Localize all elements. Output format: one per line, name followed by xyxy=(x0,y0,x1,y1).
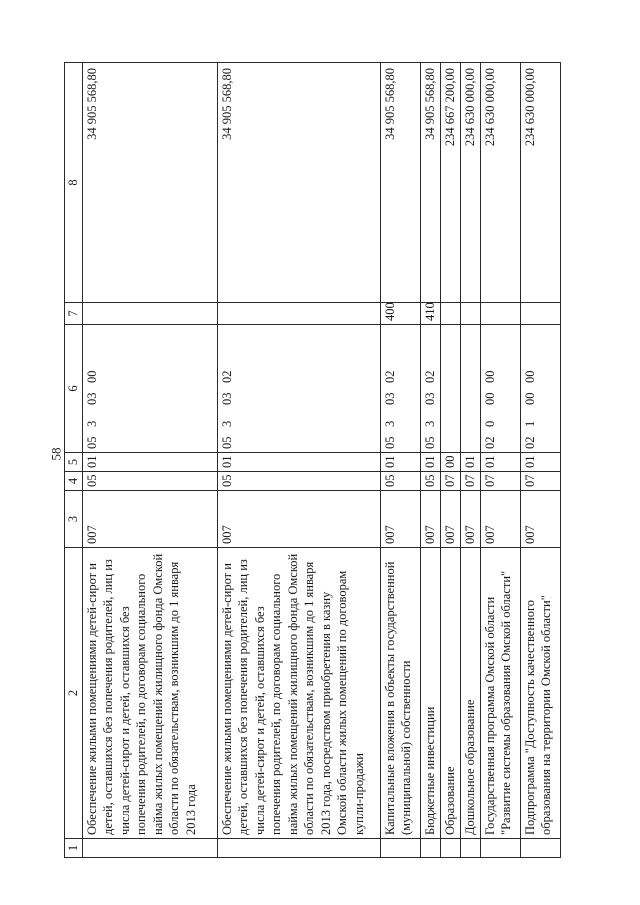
cell-col1 xyxy=(480,839,520,858)
cell-col1 xyxy=(520,839,560,858)
code-segment: 3 xyxy=(382,420,397,427)
code-segment: 3 xyxy=(219,420,234,427)
header-cell: 7 xyxy=(65,303,83,325)
table-row xyxy=(420,63,440,858)
cell-col7 xyxy=(480,303,520,325)
code-segment: 3 xyxy=(422,420,437,427)
cell-col5: 01 xyxy=(520,453,560,472)
table-row xyxy=(520,63,560,858)
cell-col6-code xyxy=(460,325,480,453)
code-segment: 02 xyxy=(522,436,537,449)
cell-name: Обеспечение жилыми помещениями детей-сирот и детей, оставшихся без попечения родителей, лиц из числа детей-сирот и детей, оставшихся без попечения родителей, по договорам социального найма жилых помещений жилищного фонда Омской области по обязательствам, возникшим до 1 января 2013 года, посредством приобретения в казну Омской области жилых помещений по договорам купли-продажи xyxy=(217,548,380,839)
code-segment: 00 xyxy=(482,392,497,405)
cell-name: Образование xyxy=(440,548,460,839)
code-segment: 05 xyxy=(84,436,99,449)
budget-table-rotated xyxy=(64,63,583,858)
code-segment: 05 xyxy=(382,436,397,449)
cell-col4: 07 xyxy=(520,472,560,491)
cell-col3: 007 xyxy=(440,491,460,548)
code-segment: 00 xyxy=(84,370,99,383)
cell-col5: 00 xyxy=(440,453,460,472)
cell-col4: 05 xyxy=(217,472,380,491)
cell-col7: 410 xyxy=(420,303,440,325)
cell-col6-code xyxy=(420,325,440,453)
cell-amount: 234 630 000,00 xyxy=(520,63,560,303)
code-segment: 03 xyxy=(84,392,99,405)
code-segment: 02 xyxy=(482,436,497,449)
cell-col5: 01 xyxy=(217,453,380,472)
cell-amount: 234 630 000,00 xyxy=(460,63,480,303)
cell-col3: 007 xyxy=(480,491,520,548)
cell-name: Государственная программа Омской области "Развитие системы образования Омской области" xyxy=(480,548,520,839)
header-cell: 2 xyxy=(65,548,83,839)
cell-name: Капитальные вложения в объекты государственной (муниципальной) собственности xyxy=(380,548,420,839)
cell-col1 xyxy=(420,839,440,858)
cell-col3: 007 xyxy=(520,491,560,548)
code-segment: 05 xyxy=(422,436,437,449)
cell-amount: 234 667 200,00 xyxy=(440,63,460,303)
cell-col7 xyxy=(460,303,480,325)
code-segment: 00 xyxy=(522,392,537,405)
cell-col7 xyxy=(440,303,460,325)
cell-col1 xyxy=(82,839,217,858)
cell-amount: 34 905 568,80 xyxy=(82,63,217,303)
header-cell: 6 xyxy=(65,325,83,453)
code-segment: 02 xyxy=(422,370,437,383)
cell-name: Дошкольное образование xyxy=(460,548,480,839)
cell-col6-code xyxy=(440,325,460,453)
table-row xyxy=(82,63,217,858)
code-segment: 03 xyxy=(382,392,397,405)
cell-col7 xyxy=(520,303,560,325)
code-segment: 3 xyxy=(84,420,99,427)
code-segment: 02 xyxy=(219,370,234,383)
cell-col6-code xyxy=(480,325,520,453)
cell-col5: 01 xyxy=(460,453,480,472)
cell-col3: 007 xyxy=(217,491,380,548)
cell-col4: 05 xyxy=(420,472,440,491)
cell-col4: 07 xyxy=(460,472,480,491)
cell-col5: 01 xyxy=(420,453,440,472)
cell-amount: 34 905 568,80 xyxy=(217,63,380,303)
code-segment: 02 xyxy=(382,370,397,383)
cell-col5: 01 xyxy=(82,453,217,472)
page-number: 58 xyxy=(48,447,64,461)
code-segment: 1 xyxy=(522,420,537,427)
cell-amount: 34 905 568,80 xyxy=(420,63,440,303)
cell-col5: 01 xyxy=(380,453,420,472)
code-segment: 00 xyxy=(482,370,497,383)
cell-col3: 007 xyxy=(82,491,217,548)
cell-col3: 007 xyxy=(420,491,440,548)
cell-col6-code xyxy=(520,325,560,453)
cell-name: Бюджетные инвестиции xyxy=(420,548,440,839)
cell-col7 xyxy=(217,303,380,325)
cell-col4: 07 xyxy=(480,472,520,491)
cell-col1 xyxy=(380,839,420,858)
cell-col3: 007 xyxy=(460,491,480,548)
cell-col6-code xyxy=(217,325,380,453)
cell-name: Обеспечение жилыми помещениями детей-сирот и детей, оставшихся без попечения родителей, лиц из числа детей-сирот и детей, оставшихся без попечения родителей, по договорам социального найма жилых помещений жилищного фонда Омской области по обязательствам, возникшим до 1 января 2013 года xyxy=(82,548,217,839)
cell-col4: 05 xyxy=(380,472,420,491)
cell-col1 xyxy=(217,839,380,858)
cell-amount: 34 905 568,80 xyxy=(380,63,420,303)
cell-col4: 05 xyxy=(82,472,217,491)
cell-col1 xyxy=(440,839,460,858)
cell-col1 xyxy=(460,839,480,858)
header-cell: 8 xyxy=(65,63,83,303)
table-row xyxy=(480,63,520,858)
table-row xyxy=(380,63,420,858)
header-cell: 4 xyxy=(65,472,83,491)
table-row xyxy=(217,63,380,858)
header-cell: 5 xyxy=(65,453,83,472)
cell-col6-code xyxy=(380,325,420,453)
code-segment: 03 xyxy=(219,392,234,405)
header-cell: 1 xyxy=(65,839,83,858)
header-row xyxy=(65,63,83,858)
budget-table xyxy=(64,62,561,858)
table-row xyxy=(460,63,480,858)
cell-col6-code xyxy=(82,325,217,453)
cell-col7: 400 xyxy=(380,303,420,325)
cell-amount: 234 630 000,00 xyxy=(480,63,520,303)
code-segment: 0 xyxy=(482,420,497,427)
cell-name: Подпрограмма "Доступность качественного образования на территории Омской области" xyxy=(520,548,560,839)
cell-col5: 01 xyxy=(480,453,520,472)
table-row xyxy=(440,63,460,858)
code-segment: 03 xyxy=(422,392,437,405)
header-cell: 3 xyxy=(65,491,83,548)
code-segment: 00 xyxy=(522,370,537,383)
code-segment: 05 xyxy=(219,436,234,449)
cell-col3: 007 xyxy=(380,491,420,548)
cell-col7 xyxy=(82,303,217,325)
table-body xyxy=(65,63,561,858)
cell-col4: 07 xyxy=(440,472,460,491)
